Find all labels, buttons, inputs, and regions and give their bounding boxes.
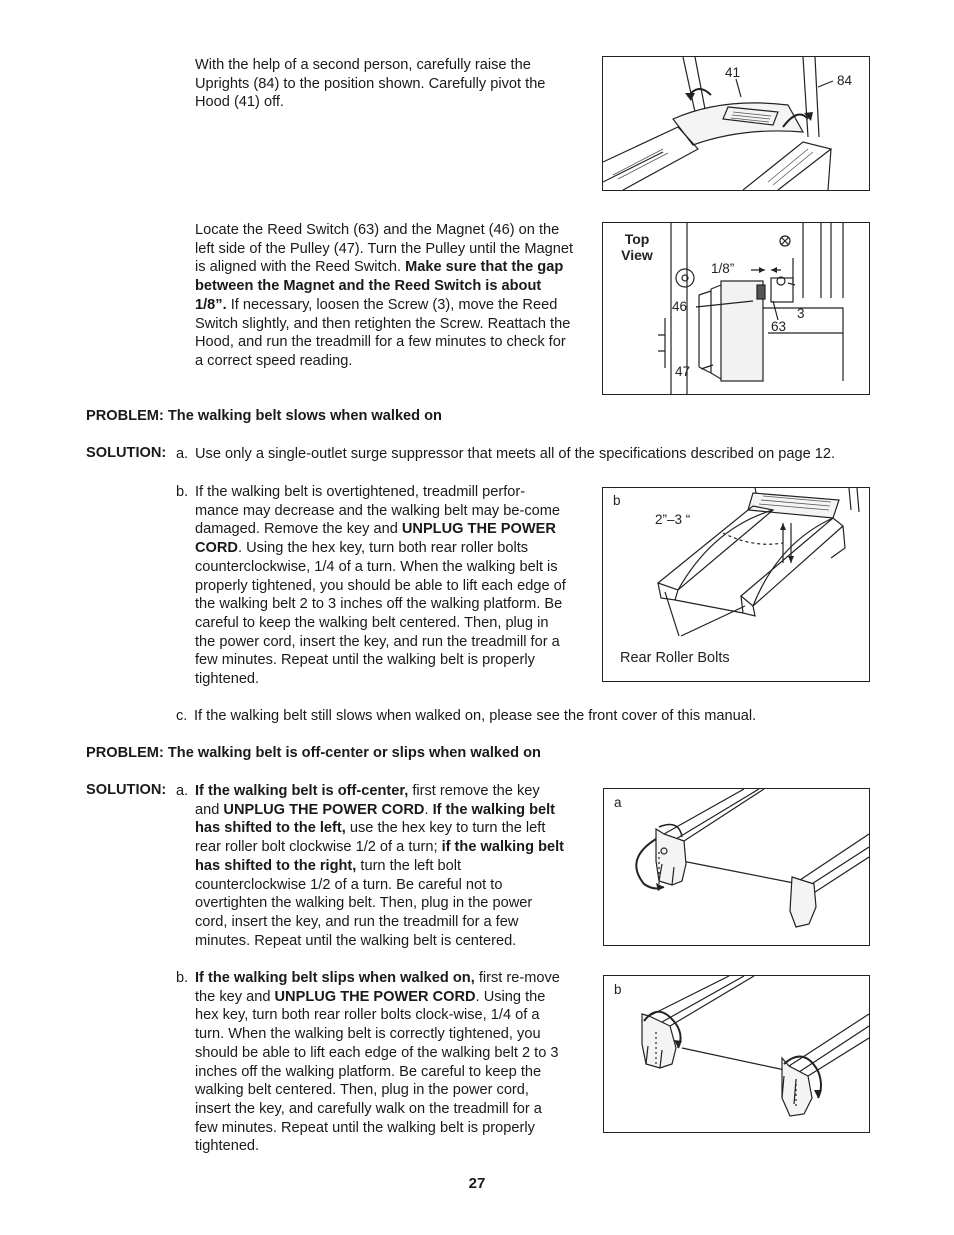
problem2-a-text — [195, 782, 567, 950]
gap-label: 1/8” — [711, 261, 735, 276]
problem1-c-marker: c. — [176, 708, 188, 724]
slipping-belt-illustration — [604, 976, 869, 1132]
rear-roller-bolts-caption: Rear Roller Bolts — [620, 650, 730, 666]
figure-slipping-belt — [603, 975, 870, 1133]
problem2-a-text-3: use the hex key to turn the left rear roller bolt clockwise 1/2 of a turn; — [195, 820, 546, 856]
problem2-b-bold-2: UNPLUG THE POWER CORD — [274, 988, 476, 1005]
callout-63: 63 — [771, 319, 787, 334]
problem2-heading: PROBLEM: The walking belt is off-center or slips when walked on — [86, 745, 541, 761]
lift-label: 2”–3 “ — [655, 512, 691, 527]
problem2-b-text-2: . Using the hex key, turn both rear roller bolts clock-wise, 1/4 of a turn. When the walking belt is correctly tightened, you should be able to lift each edge of the walking belt 2 to 3 inches off the walking platform. Be careful to keep the walking belt centered. Then, plug in the power cord, insert the key, and carefully walk on the treadmill for a few minutes. Repeat until the walking belt is properly tightened. — [195, 988, 559, 1155]
problem1-solution-label: SOLUTION: — [86, 445, 167, 461]
problem2-a-bold-2: UNPLUG THE POWER CORD — [223, 801, 425, 818]
problem2-b-marker: b. — [176, 970, 189, 986]
problem1-a-text: Use only a single-outlet surge suppressor that meets all of the specifications described on page 12. — [195, 446, 836, 462]
callout-46: 46 — [672, 299, 688, 314]
step2-text-b: If necessary, loosen the Screw (3), move the Reed Switch slightly, and then retighten the Screw. Reattach the Hood, and run the treadmill for a few minutes to check for a correct speed reading. — [195, 296, 571, 369]
problem2-a-text-1: first remove the key and — [195, 783, 540, 818]
top-view-title-line1: Top — [624, 231, 650, 247]
problem2-a-text-4: turn the left bolt counterclockwise 1/2 of a turn. Be careful not to overtighten the walking belt. Then, plug in the power cord, insert the key, and run the treadmill for a few minutes. Repeat until the walking belt is centered. — [195, 857, 533, 949]
problem2-a-bold-3: If the walking belt has shifted to the left, — [195, 801, 556, 837]
figure-rear-roller-bolts — [602, 487, 870, 682]
step2-text-a: Locate the Reed Switch (63) and the Magnet (46) on the left side of the Pulley (47). Turn the Pulley until the Magnet is aligned with the Reed Switch. — [195, 222, 574, 276]
problem2-a-bold-4: if the walking belt has shifted to the right, — [195, 839, 565, 874]
problem2-b-text-1: first re-move the key and — [195, 970, 560, 1005]
problem2-b-bold-1: If the walking belt slips when walked on, — [195, 970, 475, 986]
problem2-a-text-2: . — [424, 801, 433, 818]
problem1-b-marker: b. — [176, 484, 189, 500]
step2-text — [195, 221, 575, 371]
problem1-b-bold-1: UNPLUG THE POWER CORD — [195, 521, 556, 557]
problem1-b-text-2: . Using the hex key, turn both rear roller bolts counterclockwise, 1/4 of a turn. When the walking belt is properly tightened, you should be able to lift each edge of the walking belt 2 to 3 inches off the walking platform. Be careful to keep the walking belt centered. Then, plug in the power cord, insert the key, and run the treadmill for a few minutes. Repeat until the walking belt is properly tightened. — [195, 540, 566, 688]
off-center-belt-illustration — [604, 789, 869, 945]
step2-text-bold: Make sure that the gap between the Magnet and the Reed Switch is about 1/8”. — [195, 259, 564, 313]
top-view-title-line2: View — [621, 247, 653, 263]
top-view-title — [621, 231, 653, 263]
problem2-a-bold-1: If the walking belt is off-center, — [195, 783, 409, 799]
problem2-b-text — [195, 969, 567, 1156]
figure-letter-b: b — [613, 493, 621, 508]
problem1-b-text-1: If the walking belt is overtightened, treadmill perfor-mance may decrease and the walking belt may be-come damaged. Remove the key and — [195, 484, 561, 538]
callout-84: 84 — [837, 73, 853, 88]
figure-reed-switch — [602, 222, 870, 395]
callout-47: 47 — [675, 364, 691, 379]
figure-off-center-belt — [603, 788, 870, 946]
problem1-c-text: If the walking belt still slows when walked on, please see the front cover of this manual. — [194, 708, 757, 724]
figure-letter-a: a — [614, 795, 622, 810]
problem1-heading: PROBLEM: The walking belt slows when walked on — [86, 408, 442, 424]
page-number: 27 — [468, 1175, 486, 1192]
figure-hood-removal — [602, 56, 870, 191]
problem2-solution-label: SOLUTION: — [86, 782, 167, 798]
figure-letter-b2: b — [614, 982, 622, 997]
callout-3: 3 — [797, 306, 805, 321]
problem1-a-marker: a. — [176, 446, 189, 462]
callout-41: 41 — [725, 65, 741, 80]
problem2-a-marker: a. — [176, 783, 189, 799]
step1-text: With the help of a second person, carefully raise the Uprights (84) to the position shown. Carefully pivot the Hood (41) off. — [195, 57, 546, 111]
problem1-b-text — [195, 483, 567, 689]
